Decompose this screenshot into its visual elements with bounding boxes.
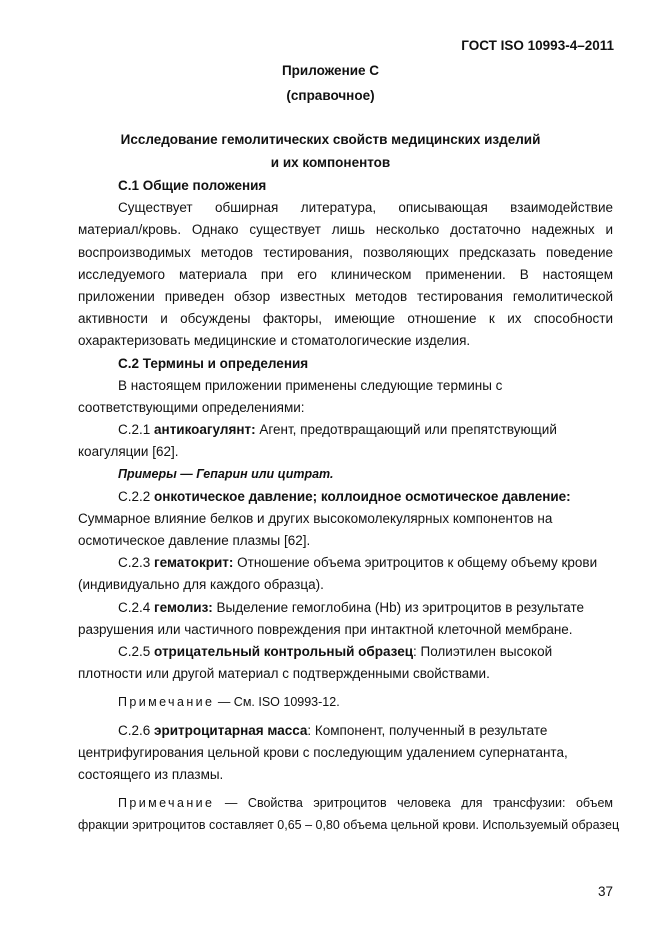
term-continuation: плотности или другой материал с подтвержденными свойствами. xyxy=(78,666,490,682)
term-continuation: центрифугирования цельной крови с последующим удалением супернатанта, xyxy=(78,744,568,760)
note-1 xyxy=(78,691,613,713)
paragraph-line: охарактеризовать медицинские и стоматологические изделия. xyxy=(78,333,471,349)
term-c26 xyxy=(78,720,613,742)
term-definition: Отношение объема эритроцитов к общему объему крови xyxy=(233,555,598,571)
term-number: С.2.6 xyxy=(118,722,155,738)
term-number: С.2.5 xyxy=(118,643,155,659)
standard-header: ГОСТ ISO 10993-4–2011 xyxy=(461,38,614,53)
paragraph-line: соответствующими определениями: xyxy=(78,399,305,415)
term-continuation: осмотическое давление плазмы [62]. xyxy=(78,533,311,548)
note-text: — Свойства эритроцитов человека для трансфузии: объем xyxy=(224,796,613,811)
term-name: гематокрит: xyxy=(154,555,234,571)
paragraph-line: исследуемого материала при его клиническом применении. В настоящем xyxy=(78,266,613,282)
note-text: — См. ISO 10993-12. xyxy=(214,695,340,710)
term-number: С.2.2 xyxy=(118,488,155,504)
section-c2-title: С.2 Термины и определения xyxy=(118,355,309,371)
term-name: онкотическое давление; коллоидное осмотическое давление: xyxy=(154,488,571,504)
paragraph-line: Существует обширная литература, описывающая взаимодействие xyxy=(118,200,613,216)
document-body xyxy=(78,175,620,836)
paragraph-line: В настоящем приложении применены следующие термины с xyxy=(118,377,503,393)
section-c1-title: С.1 Общие положения xyxy=(118,178,267,193)
term-continuation: (индивидуально для каждого образца). xyxy=(78,577,324,593)
note-2-line2: фракции эритроцитов составляет 0,65 – 0,80 объема цельной крови. Используемый образец xyxy=(78,818,620,833)
term-continuation: Суммарное влияние белков и других высокомолекулярных компонентов на xyxy=(78,510,553,526)
main-heading-line1: Исследование гемолитических свойств медицинских изделий xyxy=(120,132,541,147)
term-number: С.2.4 xyxy=(118,599,155,615)
paragraph-line: воспроизводимых методов тестирования, позволяющих предсказать поведение xyxy=(78,244,613,260)
note-2-line1 xyxy=(78,792,613,814)
term-name: эритроцитарная масса xyxy=(154,722,308,738)
term-continuation: разрушения или частичного повреждения при интактной клеточной мембране. xyxy=(78,621,573,637)
term-definition: : Компонент, полученный в результате xyxy=(307,722,548,738)
page-number: 37 xyxy=(597,884,613,899)
annex-title: Приложение С xyxy=(281,63,380,78)
term-number: С.2.1 xyxy=(118,422,155,438)
examples-line xyxy=(78,463,613,485)
term-continuation: состоящего из плазмы. xyxy=(78,766,224,782)
term-number: С.2.3 xyxy=(118,555,155,571)
paragraph-line: материал/кровь. Однако существует лишь несколько достаточно надежных и xyxy=(78,222,613,238)
annex-kind: (справочное) xyxy=(286,88,375,103)
term-name: гемолиз: xyxy=(154,599,213,615)
term-c25 xyxy=(78,641,613,663)
term-c23 xyxy=(78,552,613,574)
main-heading-line2: и их компонентов xyxy=(270,155,391,170)
note-label: Примечание xyxy=(118,695,215,710)
term-c24 xyxy=(78,597,613,619)
term-c21 xyxy=(78,419,613,441)
paragraph-line: приложении приведен обзор известных методов тестирования гемолитической xyxy=(78,288,613,304)
term-name: антикоагулянт: xyxy=(154,422,256,438)
note-label: Примечание xyxy=(118,796,215,811)
term-definition: Выделение гемоглобина (Hb) из эритроцитов в результате xyxy=(212,599,585,615)
term-definition: Агент, предотвращающий или препятствующий xyxy=(255,422,557,438)
term-c22 xyxy=(78,486,613,508)
term-name: отрицательный контрольный образец xyxy=(154,643,413,659)
paragraph-line: активности и обсуждены факторы, имеющие отношение к их способности xyxy=(78,311,613,327)
term-continuation: коагуляции [62]. xyxy=(78,444,179,460)
examples-text: — Гепарин или цитрат. xyxy=(176,467,334,482)
examples-label: Примеры xyxy=(118,467,177,482)
term-definition: : Полиэтилен высокой xyxy=(413,643,553,659)
